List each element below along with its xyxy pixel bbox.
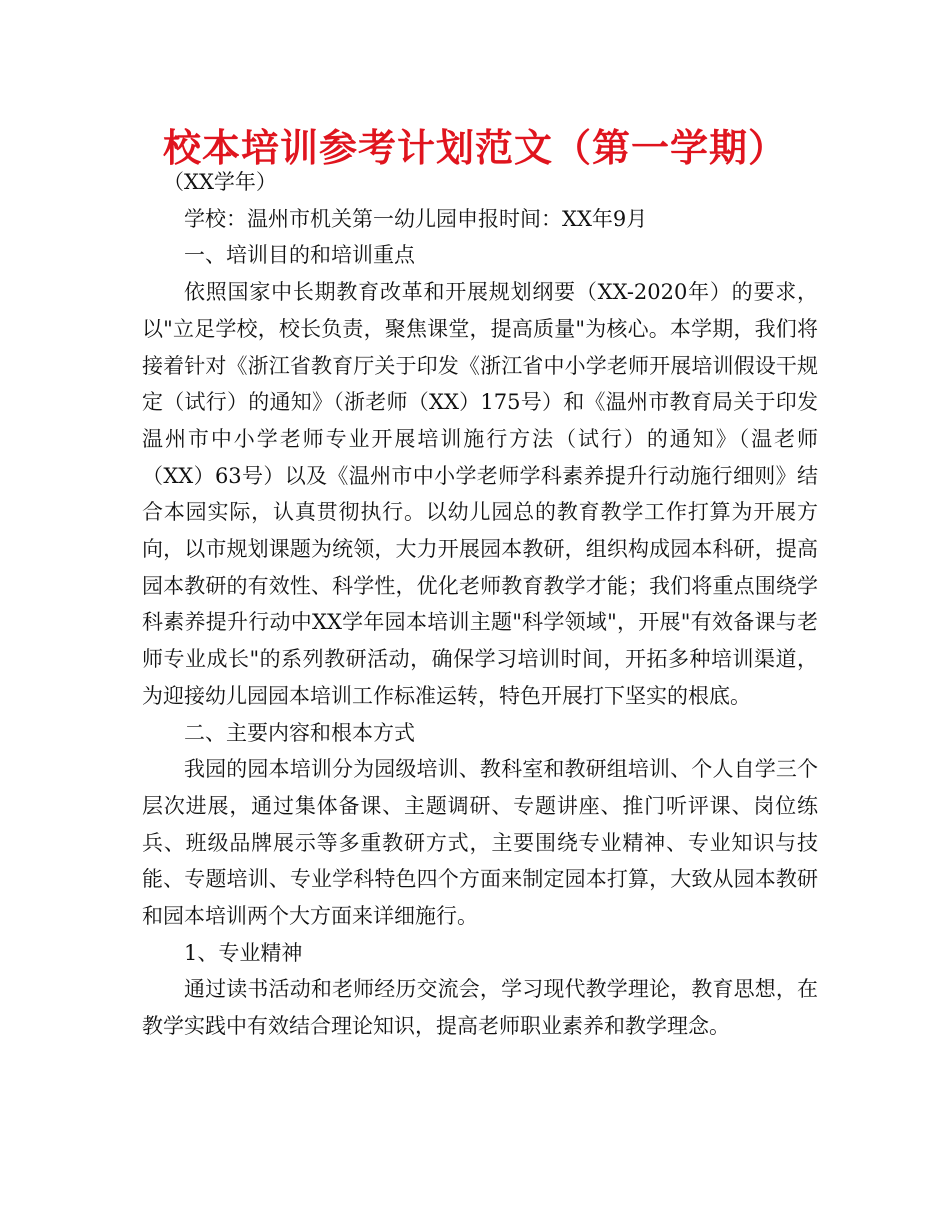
section-heading: 二、主要内容和根本方式 xyxy=(184,720,415,745)
school-and-date: 学校：温州市机关第一幼儿园申报时间：XX年9月 xyxy=(184,206,648,231)
document-body xyxy=(142,164,818,1045)
body-paragraph: 依照国家中长期教育改革和开展规划纲要（XX-2020年）的要求，以"立足学校，校长负责，聚焦课堂，提高质量"为核心。本学期，我们将接着针对《浙江省教育厅关于印发《浙江省中小学老师开展培训假设干规定（试行）的通知》（浙老师（XX）175号）和《温州市教育局关于印发温州市中小学老师专业开展培训施行方法（试行）的通知》（温老师（XX）63号）以及《温州市中小学老师学科素养提升行动施行细则》结合本园实际，认真贯彻执行。以幼儿园总的教育教学工作打算为开展方向，以市规划课题为统领，大力开展园本教研，组织构成园本科研，提高园本教研的有效性、科学性，优化老师教育教学才能；我们将重点围绕学科素养提升行动中XX学年园本培训主题"科学领域"，开展"有效备课与老师专业成长"的系列教研活动，确保学习培训时间，开拓多种培训渠道，为迎接幼儿园园本培训工作标准运转，特色开展打下坚实的根底。 xyxy=(142,280,818,708)
body-paragraph: 我园的园本培训分为园级培训、教科室和教研组培训、个人自学三个层次进展，通过集体备课、主题调研、专题讲座、推门听评课、岗位练兵、班级品牌展示等多重教研方式，主要围绕专业精神、专业知识与技能、专题培训、专业学科特色四个方面来制定园本打算，大致从园本教研和园本培训两个大方面来详细施行。 xyxy=(142,757,818,929)
section-heading: 一、培训目的和培训重点 xyxy=(184,243,415,268)
document-title: 校本培训参考计划范文（第一学期） xyxy=(162,126,787,170)
school-year: （XX学年） xyxy=(163,170,277,194)
subsection-heading: 1、专业精神 xyxy=(184,940,303,965)
body-paragraph: 通过读书活动和老师经历交流会，学习现代教学理论，教育思想，在教学实践中有效结合理论知识，提高老师职业素养和教学理念。 xyxy=(142,977,818,1039)
